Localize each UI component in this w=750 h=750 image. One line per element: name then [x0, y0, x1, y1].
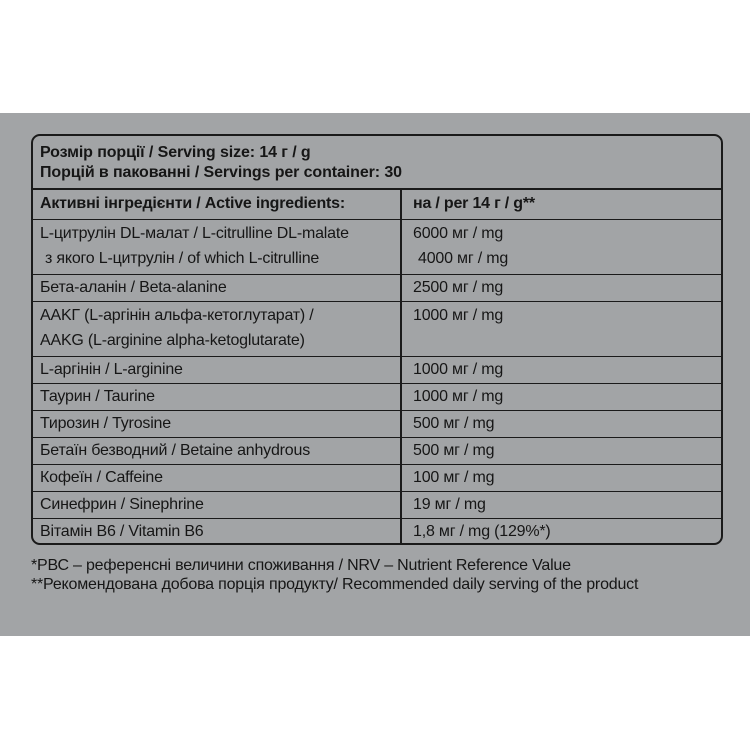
ingredient-amount: 2500 мг / mg [413, 279, 504, 296]
ingredient-amount: 1,8 мг / mg (129%*) [413, 523, 551, 540]
nrv-footnote: *РВС – референсні величини споживання / NRV – Nutrient Reference Value [31, 557, 571, 574]
table-row [33, 220, 721, 275]
table-row [33, 411, 721, 438]
ingredient-name: Синефрин / Sinephrine [40, 496, 204, 513]
table-row [33, 275, 721, 302]
ingredient-name: AAKG (L-arginine alpha-ketoglutarate) [40, 332, 305, 349]
ingredient-amount: 1000 мг / mg [413, 361, 504, 378]
serving-size: Розмір порції / Serving size: 14 г / g [40, 144, 311, 161]
ingredient-name: Вітамін B6 / Vitamin B6 [40, 523, 204, 540]
ingredient-name: L-аргінін / L-arginine [40, 361, 183, 378]
ingredient-name: Тирозин / Tyrosine [40, 415, 171, 432]
recommended-serving-footnote: **Рекомендована добова порція продукту/ Recommended daily serving of the product [31, 576, 639, 593]
ingredient-name: L-цитрулін DL-малат / L-citrulline DL-malate [40, 225, 349, 242]
ingredients-column-header: Активні інгредієнти / Active ingredients: [40, 195, 346, 212]
ingredient-name: Таурин / Taurine [40, 388, 155, 405]
ingredient-name: Бета-аланін / Beta-alanine [40, 279, 227, 296]
ingredient-amount: 6000 мг / mg [413, 225, 504, 242]
ingredient-name: AAKГ (L-аргінін альфа-кетоглутарат) / [40, 307, 314, 324]
ingredient-amount: 1000 мг / mg [413, 307, 504, 324]
ingredient-amount: 100 мг / mg [413, 469, 495, 486]
column-header-row [33, 190, 721, 220]
serving-info-header [33, 136, 721, 190]
ingredient-amount: 4000 мг / mg [418, 250, 509, 267]
ingredient-name: Кофеїн / Caffeine [40, 469, 163, 486]
supplement-facts-table [31, 134, 723, 545]
table-row [33, 384, 721, 411]
table-row [33, 519, 721, 545]
footnotes [31, 556, 638, 594]
table-row [33, 465, 721, 492]
table-row [33, 357, 721, 384]
ingredient-amount: 1000 мг / mg [413, 388, 504, 405]
table-row [33, 492, 721, 519]
ingredient-amount: 500 мг / mg [413, 442, 495, 459]
table-row [33, 438, 721, 465]
amount-column-header: на / per 14 г / g** [413, 195, 535, 212]
servings-per-container: Порцій в пакованні / Servings per container: 30 [40, 164, 402, 181]
ingredient-name: Бетаїн безводний / Betaine anhydrous [40, 442, 310, 459]
ingredient-amount: 500 мг / mg [413, 415, 495, 432]
ingredient-amount: 19 мг / mg [413, 496, 486, 513]
table-row [33, 302, 721, 357]
ingredient-name: з якого L-цитрулін / of which L-citrulline [45, 250, 320, 267]
